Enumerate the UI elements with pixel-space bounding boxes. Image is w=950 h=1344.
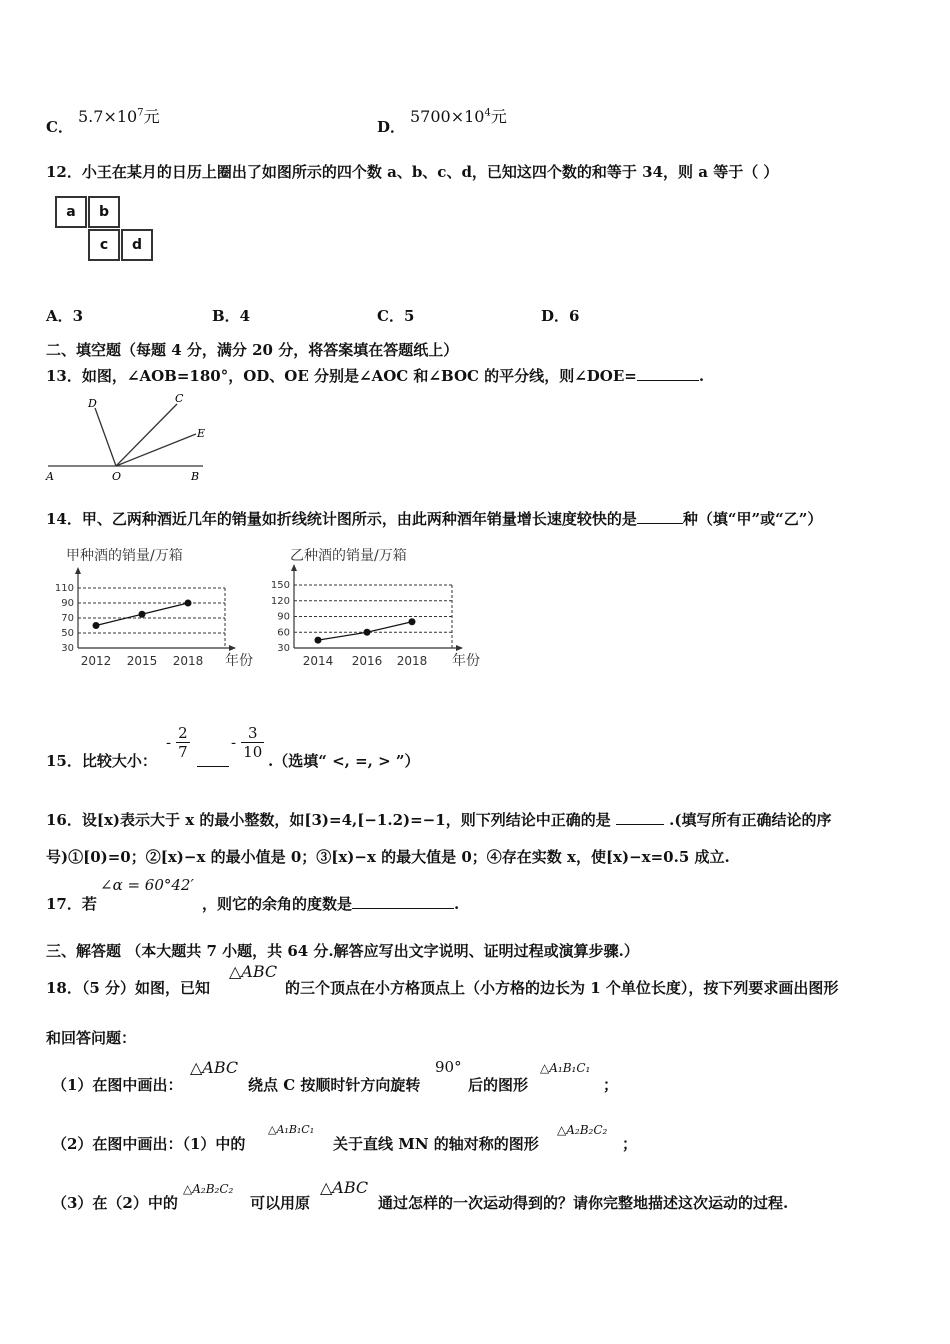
frac1-sign: - — [166, 733, 172, 752]
frac1-den: 7 — [178, 743, 188, 761]
q15-fraction-1 — [166, 724, 190, 761]
q12-stem: 12．小王在某月的日历上圈出了如图所示的四个数 a、b、c、d，已知这四个数的和等于 34，则 a 等于（ ） — [46, 163, 779, 181]
q18-p1-b: 绕点 C 按顺时针方向旋转 — [248, 1076, 421, 1094]
option-d-value — [410, 104, 507, 127]
option-d-unit: 元 — [490, 107, 507, 126]
q17-answer-blank — [352, 907, 454, 909]
q15-fraction-2 — [231, 724, 264, 761]
frac2-num: 3 — [241, 724, 264, 743]
x-tick-label: 2018 — [396, 654, 428, 668]
option-d-label: D． — [377, 118, 406, 136]
q12-option-c: C．5 — [377, 307, 415, 325]
label-e: E — [197, 427, 206, 440]
q14-answer-blank — [637, 522, 683, 524]
triangle-abc-p3: △ABC — [320, 1178, 369, 1197]
section3-title: 三、解答题 （本大题共 7 小题，共 64 分.解答应写出文字说明、证明过程或演算步骤.） — [46, 942, 639, 960]
q18-p3-b: 可以用原 — [250, 1194, 311, 1212]
q12-option-d: D．6 — [541, 307, 580, 325]
rotation-90: 90° — [435, 1058, 462, 1076]
x-tick-label: 2012 — [80, 654, 112, 668]
q17-end: . — [454, 895, 460, 913]
data-point — [409, 618, 416, 625]
q15-answer-blank — [197, 765, 229, 767]
label-o: O — [112, 470, 122, 483]
y-tick-label: 150 — [270, 580, 290, 591]
option-d-exp: 4 — [484, 107, 491, 119]
q18-p2-b: 关于直线 MN 的轴对称的图形 — [333, 1135, 539, 1153]
data-point — [93, 622, 100, 629]
q18-p1-end: ； — [603, 1076, 619, 1094]
label-a: A — [46, 470, 54, 483]
q17-text: ，则它的余角的度数是 — [202, 895, 353, 913]
q15-label: 15．比较大小： — [46, 752, 157, 770]
y-tick-label: 30 — [277, 643, 290, 654]
calendar-figure — [55, 196, 155, 266]
q18-line1-before: 18．（5 分）如图，已知 — [46, 979, 211, 997]
y-tick-label: 90 — [277, 611, 290, 623]
q14-stem-end: 种（填“甲”或“乙”） — [682, 510, 823, 528]
triangle-a2b2c2: △A₂B₂C₂ — [557, 1123, 608, 1137]
angle-figure — [40, 392, 215, 484]
q18-p1-c: 后的图形 — [468, 1076, 529, 1094]
triangle-a1b1c1-p2: △A₁B₁C₁ — [268, 1123, 315, 1136]
y-tick-label: 120 — [270, 595, 290, 607]
q14-stem-text: 14．甲、乙两种酒近几年的销量如折线统计图所示，由此两种酒年销量增长速度较快的是 — [46, 510, 637, 528]
option-c-label: C． — [46, 118, 73, 136]
label-d: D — [88, 397, 97, 410]
q13-answer-blank — [637, 379, 699, 381]
label-b: B — [191, 470, 200, 483]
q16-line2: 号)①[0)=0；②[x)−x 的最小值是 0；③[x)−x 的最大值是 0；④存在实数 x，使[x)−x=0.5 成立. — [46, 848, 730, 866]
q13-stem-text: 13．如图，∠AOB=180°，OD、OE 分别是∠AOC 和∠BOC 的平分线，则∠DOE= — [46, 367, 637, 385]
ray-od — [95, 408, 116, 466]
x-tick-label: 2018 — [172, 654, 204, 668]
q18-line2: 和回答问题： — [46, 1029, 137, 1047]
y-axis-arrow — [291, 564, 297, 571]
q17-line — [202, 893, 459, 914]
x-tick-label: 2014 — [302, 654, 334, 668]
y-tick-label: 50 — [61, 628, 74, 639]
q18-p3-c: 通过怎样的一次运动得到的？请你完整地描述这次运动的过程. — [378, 1194, 789, 1212]
q15-tail: .（选填“ <, =, > ”） — [268, 752, 420, 770]
y-tick-label: 60 — [277, 627, 290, 639]
q18-p1-a: （1）在图中画出： — [52, 1076, 183, 1094]
q14-stem — [46, 508, 822, 529]
calendar-cell-b: b — [88, 196, 120, 228]
frac2-sign: - — [231, 733, 237, 752]
frac2-den: 10 — [243, 743, 263, 761]
data-point — [139, 611, 146, 618]
x-axis-arrow — [456, 645, 463, 651]
q16-text-end: .(填写所有正确结论的序 — [669, 811, 832, 829]
x-axis-arrow — [229, 645, 236, 651]
triangle-abc-p1: △ABC — [190, 1058, 239, 1077]
section2-title: 二、填空题（每题 4 分，满分 20 分，将答案填在答题纸上） — [46, 341, 459, 359]
y-tick-label: 110 — [54, 583, 74, 594]
option-c-exp: 7 — [137, 107, 144, 119]
calendar-cell-d: d — [121, 229, 153, 261]
chart-title: 乙种酒的销量/万箱 — [290, 548, 407, 564]
chart-jia-sales — [40, 540, 260, 675]
q16-line1 — [46, 809, 832, 830]
option-c-value — [78, 104, 160, 127]
calendar-cell-c: c — [88, 229, 120, 261]
q13-stem-end: . — [698, 367, 705, 385]
q18-p2-end: ； — [622, 1135, 638, 1153]
chart-title: 甲种酒的销量/万箱 — [66, 548, 183, 564]
y-tick-label: 30 — [61, 643, 74, 654]
option-c-unit: 元 — [143, 107, 160, 126]
triangle-a1b1c1: △A₁B₁C₁ — [540, 1061, 591, 1075]
y-tick-label: 90 — [61, 598, 74, 609]
chart-yi-sales — [262, 540, 487, 675]
q16-answer-blank — [616, 823, 664, 825]
q12-option-b: B．4 — [212, 307, 251, 325]
frac1-num: 2 — [178, 724, 188, 742]
ray-oe — [116, 434, 196, 466]
x-tick-label: 2016 — [351, 654, 383, 668]
q18-p3-a: （3）在（2）中的 — [52, 1194, 178, 1212]
data-point — [315, 637, 322, 644]
y-tick-label: 70 — [61, 613, 74, 624]
label-c: C — [175, 392, 184, 405]
q18-p2-a: （2）在图中画出：（1）中的 — [52, 1135, 246, 1153]
q16-text: 16．设[x)表示大于 x 的最小整数，如[3)=4,[−1.2)=−1，则下列结论中正确的是 — [46, 811, 611, 829]
calendar-cell-a: a — [55, 196, 87, 228]
x-axis-label: 年份 — [225, 653, 253, 669]
data-point — [185, 600, 192, 607]
data-point — [364, 629, 371, 636]
option-c-base: 5.7×10 — [78, 107, 138, 126]
y-axis-arrow — [75, 567, 81, 574]
x-tick-label: 2015 — [126, 654, 158, 668]
q13-stem — [46, 365, 704, 386]
q17-before: 17．若 — [46, 895, 97, 913]
triangle-a2b2c2-p3: △A₂B₂C₂ — [183, 1182, 234, 1196]
q17-angle: ∠α = 60°42′ — [100, 876, 194, 894]
q18-line1-after: 的三个顶点在小方格顶点上（小方格的边长为 1 个单位长度），按下列要求画出图形 — [285, 979, 839, 997]
q12-option-a: A．3 — [46, 307, 84, 325]
option-d-base: 5700×10 — [410, 107, 485, 126]
x-axis-label: 年份 — [452, 653, 480, 669]
triangle-abc: △ABC — [229, 962, 278, 981]
ray-oc — [116, 404, 177, 466]
